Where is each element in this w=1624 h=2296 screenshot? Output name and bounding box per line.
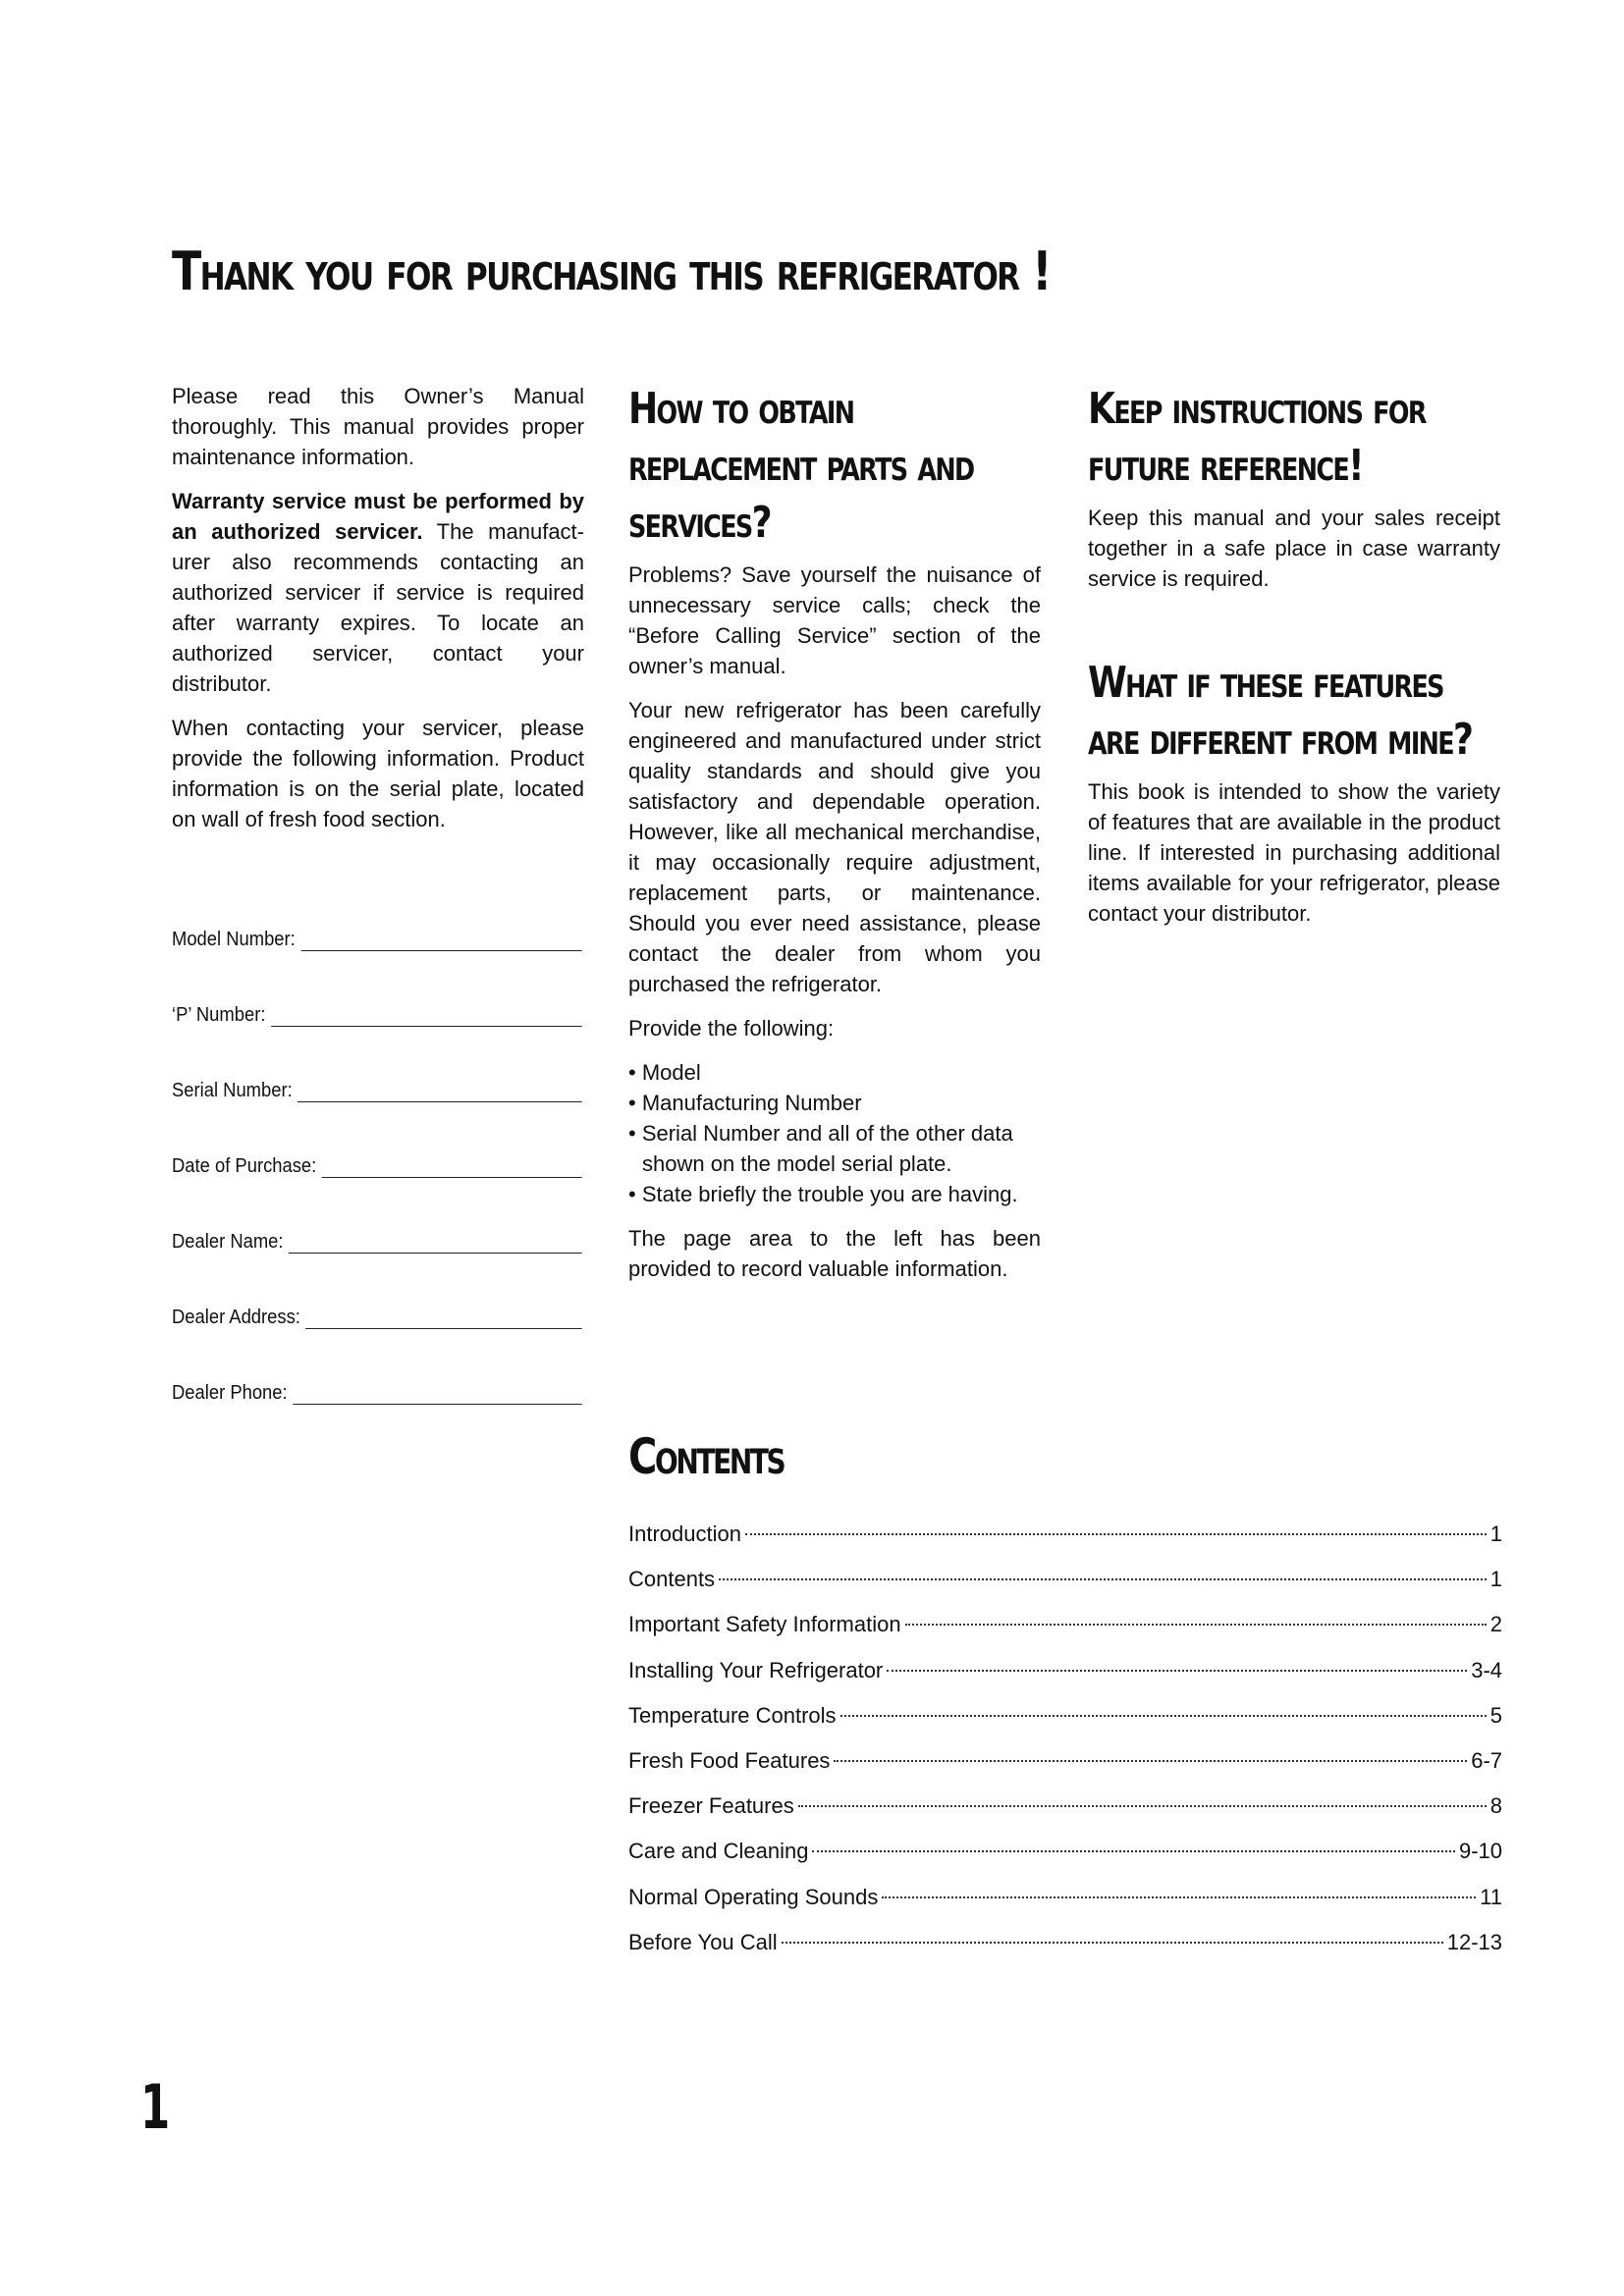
toc-leader bbox=[798, 1805, 1487, 1807]
provide-paragraph: Provide the following: bbox=[628, 1016, 835, 1041]
keep-instructions-heading: Keep instructions for future reference! bbox=[1088, 384, 1426, 491]
model-number-line bbox=[300, 931, 581, 951]
serial-number-line bbox=[298, 1082, 581, 1102]
form-label: Dealer Phone: bbox=[172, 1382, 288, 1404]
toc-label: Freezer Features bbox=[628, 1793, 794, 1819]
dealer-phone-row bbox=[172, 1329, 581, 1405]
dealer-address-line bbox=[305, 1308, 581, 1329]
toc-label: Normal Operating Sounds bbox=[628, 1884, 879, 1909]
p-number-row bbox=[172, 951, 581, 1027]
problems-paragraph: Problems? Save yourself the nuisance of unnecessary service calls; check the “Before Calling Service” section of the owner’s manual. bbox=[628, 562, 1041, 678]
page-number: 1 bbox=[140, 2071, 171, 2143]
toc-leader bbox=[834, 1760, 1467, 1762]
toc-leader bbox=[905, 1624, 1487, 1626]
intro-paragraph: Please read this Owner’s Manual thoroughly. This manual provides proper maintenance information. bbox=[172, 384, 584, 469]
serial-number-row bbox=[172, 1027, 581, 1102]
toc-label: Temperature Controls bbox=[628, 1702, 837, 1728]
features-paragraph: This book is intended to show the variety of features that are available in the product line. If interested in purchasing additional items available for your refrigerator, please contact your distributor. bbox=[1088, 779, 1500, 926]
toc-label: Fresh Food Features bbox=[628, 1747, 831, 1773]
toc-row bbox=[628, 1703, 1502, 1748]
keep-paragraph: Keep this manual and your sales receipt together in a safe place in case warranty service is required. bbox=[1088, 506, 1500, 591]
toc-leader bbox=[840, 1715, 1487, 1717]
toc-row bbox=[628, 1658, 1502, 1703]
toc-label: Introduction bbox=[628, 1522, 741, 1546]
toc-leader bbox=[745, 1533, 1487, 1535]
form-label: Model Number: bbox=[172, 929, 296, 950]
list-item: • Serial Number and all of the other data shown on the model serial plate. bbox=[628, 1121, 1013, 1176]
contact-paragraph: When contacting your servicer, please provide the following information. Product information is on the serial plate, located on wall of fresh food section. bbox=[172, 716, 584, 831]
date-of-purchase-row bbox=[172, 1102, 581, 1178]
toc-row bbox=[628, 1567, 1502, 1612]
toc-page: 8 bbox=[1489, 1793, 1502, 1819]
list-item: • Manufacturing Number bbox=[628, 1091, 862, 1115]
toc-row bbox=[628, 1839, 1502, 1884]
toc-row bbox=[628, 1885, 1502, 1930]
record-form bbox=[172, 876, 584, 1405]
toc-page: 5 bbox=[1489, 1702, 1502, 1728]
toc-leader bbox=[719, 1578, 1487, 1580]
toc-page: 1 bbox=[1489, 1522, 1502, 1546]
dealer-phone-line bbox=[293, 1384, 581, 1405]
toc-label: Contents bbox=[628, 1567, 716, 1592]
list-item: • State briefly the trouble you are having. bbox=[628, 1182, 1018, 1206]
toc-row bbox=[628, 1522, 1502, 1567]
toc-label: Important Safety Information bbox=[628, 1612, 901, 1637]
toc-row bbox=[628, 1612, 1502, 1657]
dealer-address-row bbox=[172, 1254, 581, 1329]
middle-column bbox=[628, 381, 1041, 1298]
list-item: • Model bbox=[628, 1060, 701, 1085]
form-label: Date of Purchase: bbox=[172, 1155, 317, 1177]
form-label: Serial Number: bbox=[172, 1080, 293, 1101]
toc-page: 11 bbox=[1480, 1884, 1502, 1909]
toc-row bbox=[628, 1930, 1502, 1975]
toc-label: Care and Cleaning bbox=[628, 1839, 809, 1864]
toc-row bbox=[628, 1793, 1502, 1839]
contents-heading: Contents bbox=[628, 1428, 785, 1485]
form-label: Dealer Address: bbox=[172, 1307, 300, 1328]
toc-page: 6-7 bbox=[1471, 1747, 1502, 1773]
model-number-row bbox=[172, 876, 581, 951]
table-of-contents bbox=[628, 1522, 1502, 1975]
toc-leader bbox=[882, 1896, 1476, 1898]
features-different-heading: What if these features are different from mine? bbox=[1088, 658, 1473, 765]
p-number-line bbox=[271, 1006, 581, 1027]
toc-row bbox=[628, 1748, 1502, 1793]
parts-services-heading: How to obtain replacement parts and services? bbox=[628, 384, 974, 548]
toc-page: 3-4 bbox=[1471, 1657, 1502, 1682]
date-of-purchase-line bbox=[322, 1157, 582, 1178]
toc-leader bbox=[812, 1850, 1454, 1852]
warranty-paragraph bbox=[172, 486, 584, 699]
toc-leader bbox=[782, 1942, 1443, 1944]
right-column bbox=[1088, 381, 1500, 942]
form-label: ‘P’ Number: bbox=[172, 1004, 266, 1026]
engineering-paragraph: Your new refrigerator has been carefully engineered and manufactured under strict quality standards and should give you satisfactory and dependable operation. However, like all mechanical merchandise, it may occasionally require adjustment, replacement parts, or maintenance. Should you ever need assistance, please contact the dealer from whom you purchased the refrigerator. bbox=[628, 698, 1041, 996]
form-label: Dealer Name: bbox=[172, 1231, 284, 1253]
warranty-bold: Warranty service must be performed by an authorized servicer. bbox=[172, 489, 584, 544]
toc-leader bbox=[887, 1670, 1467, 1672]
toc-page: 12-13 bbox=[1446, 1929, 1502, 1954]
toc-label: Installing Your Refrigerator bbox=[628, 1657, 884, 1682]
toc-page: 1 bbox=[1489, 1567, 1502, 1592]
toc-page: 9-10 bbox=[1458, 1839, 1502, 1864]
dealer-name-row bbox=[172, 1178, 581, 1254]
dealer-name-line bbox=[289, 1233, 581, 1254]
warranty-text: The manufact-urer also recommends contacting an authorized servicer if service is required after warranty expires. To locate an authorized servicer, contact your distributor. bbox=[172, 519, 584, 696]
toc-page: 2 bbox=[1489, 1612, 1502, 1637]
left-column bbox=[172, 381, 584, 1405]
toc-label: Before You Call bbox=[628, 1929, 778, 1954]
provide-list bbox=[628, 1057, 1041, 1209]
page-area-paragraph: The page area to the left has been provided to record valuable information. bbox=[628, 1226, 1041, 1281]
page-title: Thank you for purchasing this refrigerator ! bbox=[172, 240, 1051, 302]
